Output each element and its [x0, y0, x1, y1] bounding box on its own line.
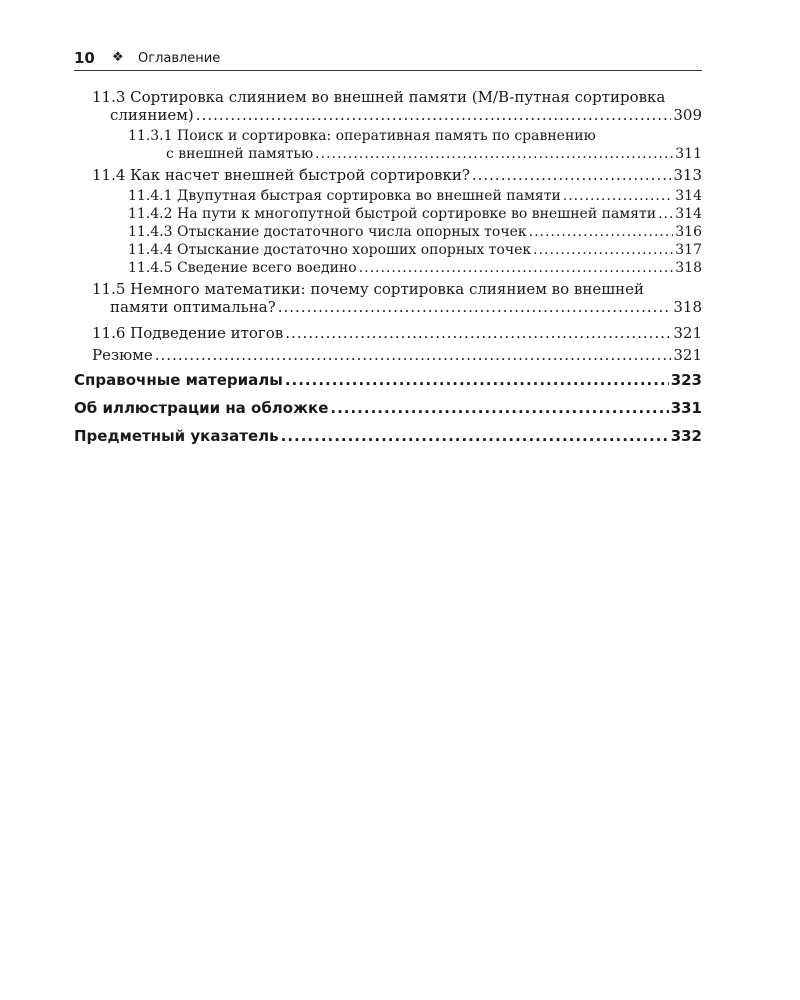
toc-entry-text: 11.4.2 На пути к многопутной быстрой сортировке во внешней памяти	[128, 206, 657, 222]
toc-entry-text: 11.4.1 Двупутная быстрая сортировка во внешней памяти	[128, 188, 561, 204]
toc-entry-text: Резюме	[92, 346, 153, 364]
toc-page-number: 316	[675, 224, 702, 240]
toc-entry-11-4[interactable]	[92, 166, 702, 184]
dot-leader	[196, 106, 672, 124]
toc-page-number: 318	[675, 260, 702, 276]
toc-entry-text-cont: слиянием)	[110, 106, 194, 124]
table-of-contents	[74, 88, 702, 450]
toc-entry-text: 11.3.1 Поиск и сортировка: оперативная память по сравнению	[128, 128, 596, 144]
ornament-icon: ❖	[112, 50, 124, 65]
dot-leader	[281, 422, 669, 450]
toc-entry-text: Справочные материалы	[74, 371, 283, 389]
toc-entry-text-cont: памяти оптимальна?	[110, 298, 276, 316]
toc-entry-text: Об иллюстрации на обложке	[74, 399, 329, 417]
toc-entry-11-3[interactable]	[92, 88, 702, 124]
dot-leader	[359, 259, 674, 277]
dot-leader	[658, 205, 673, 223]
toc-page-number: 321	[673, 324, 702, 342]
toc-entry-text: 11.4.5 Сведение всего воедино	[128, 260, 357, 276]
toc-entry-references[interactable]	[74, 366, 702, 394]
toc-page-number: 318	[673, 298, 702, 316]
toc-page-number: 314	[675, 206, 702, 222]
toc-entry-cover[interactable]	[74, 394, 702, 422]
toc-entry-resume[interactable]	[92, 344, 702, 366]
toc-page-number: 309	[673, 106, 702, 124]
dot-leader	[285, 322, 671, 344]
toc-page-number: 317	[675, 242, 702, 258]
toc-entry-text: 11.6 Подведение итогов	[92, 324, 284, 342]
dot-leader	[472, 166, 672, 184]
running-title: Оглавление	[138, 51, 221, 66]
toc-page-number: 311	[675, 146, 702, 162]
toc-entry-index[interactable]	[74, 422, 702, 450]
toc-page-number: 331	[670, 399, 702, 417]
toc-page-number: 314	[675, 188, 702, 204]
toc-entry-11-6[interactable]	[92, 322, 702, 344]
toc-entry-text: 11.5 Немного математики: почему сортировка слиянием во внешней	[92, 280, 645, 298]
toc-entry-11-3-1[interactable]	[128, 127, 702, 163]
toc-entry-text: 11.4.3 Отыскание достаточного числа опорных точек	[128, 224, 527, 240]
dot-leader	[285, 366, 669, 394]
page-header	[74, 48, 702, 71]
toc-entry-text: Предметный указатель	[74, 427, 279, 445]
toc-page-number: 321	[673, 346, 702, 364]
toc-entry-11-4-3[interactable]	[128, 223, 702, 241]
toc-page-number: 332	[670, 427, 702, 445]
dot-leader	[529, 223, 674, 241]
toc-entry-text: 11.4.4 Отыскание достаточно хороших опорных точек	[128, 242, 532, 258]
dot-leader	[278, 298, 672, 316]
dot-leader	[563, 187, 673, 205]
toc-entry-text-cont: с внешней памятью	[166, 146, 314, 162]
dot-leader	[315, 145, 673, 163]
toc-entry-11-5[interactable]	[92, 280, 702, 316]
toc-page-number: 313	[673, 166, 702, 184]
toc-page-number: 323	[670, 371, 702, 389]
toc-entry-11-4-1[interactable]	[128, 187, 702, 205]
toc-entry-11-4-2[interactable]	[128, 205, 702, 223]
toc-entry-11-4-4[interactable]	[128, 241, 702, 259]
page-number: 10	[74, 49, 95, 67]
toc-entry-text: 11.3 Сортировка слиянием во внешней памяти (M/B-путная сортировка	[92, 88, 666, 106]
dot-leader	[533, 241, 673, 259]
dot-leader	[330, 394, 668, 422]
dot-leader	[155, 344, 672, 366]
toc-entry-text: 11.4 Как насчет внешней быстрой сортировки?	[92, 166, 470, 184]
toc-entry-11-4-5[interactable]	[128, 259, 702, 277]
